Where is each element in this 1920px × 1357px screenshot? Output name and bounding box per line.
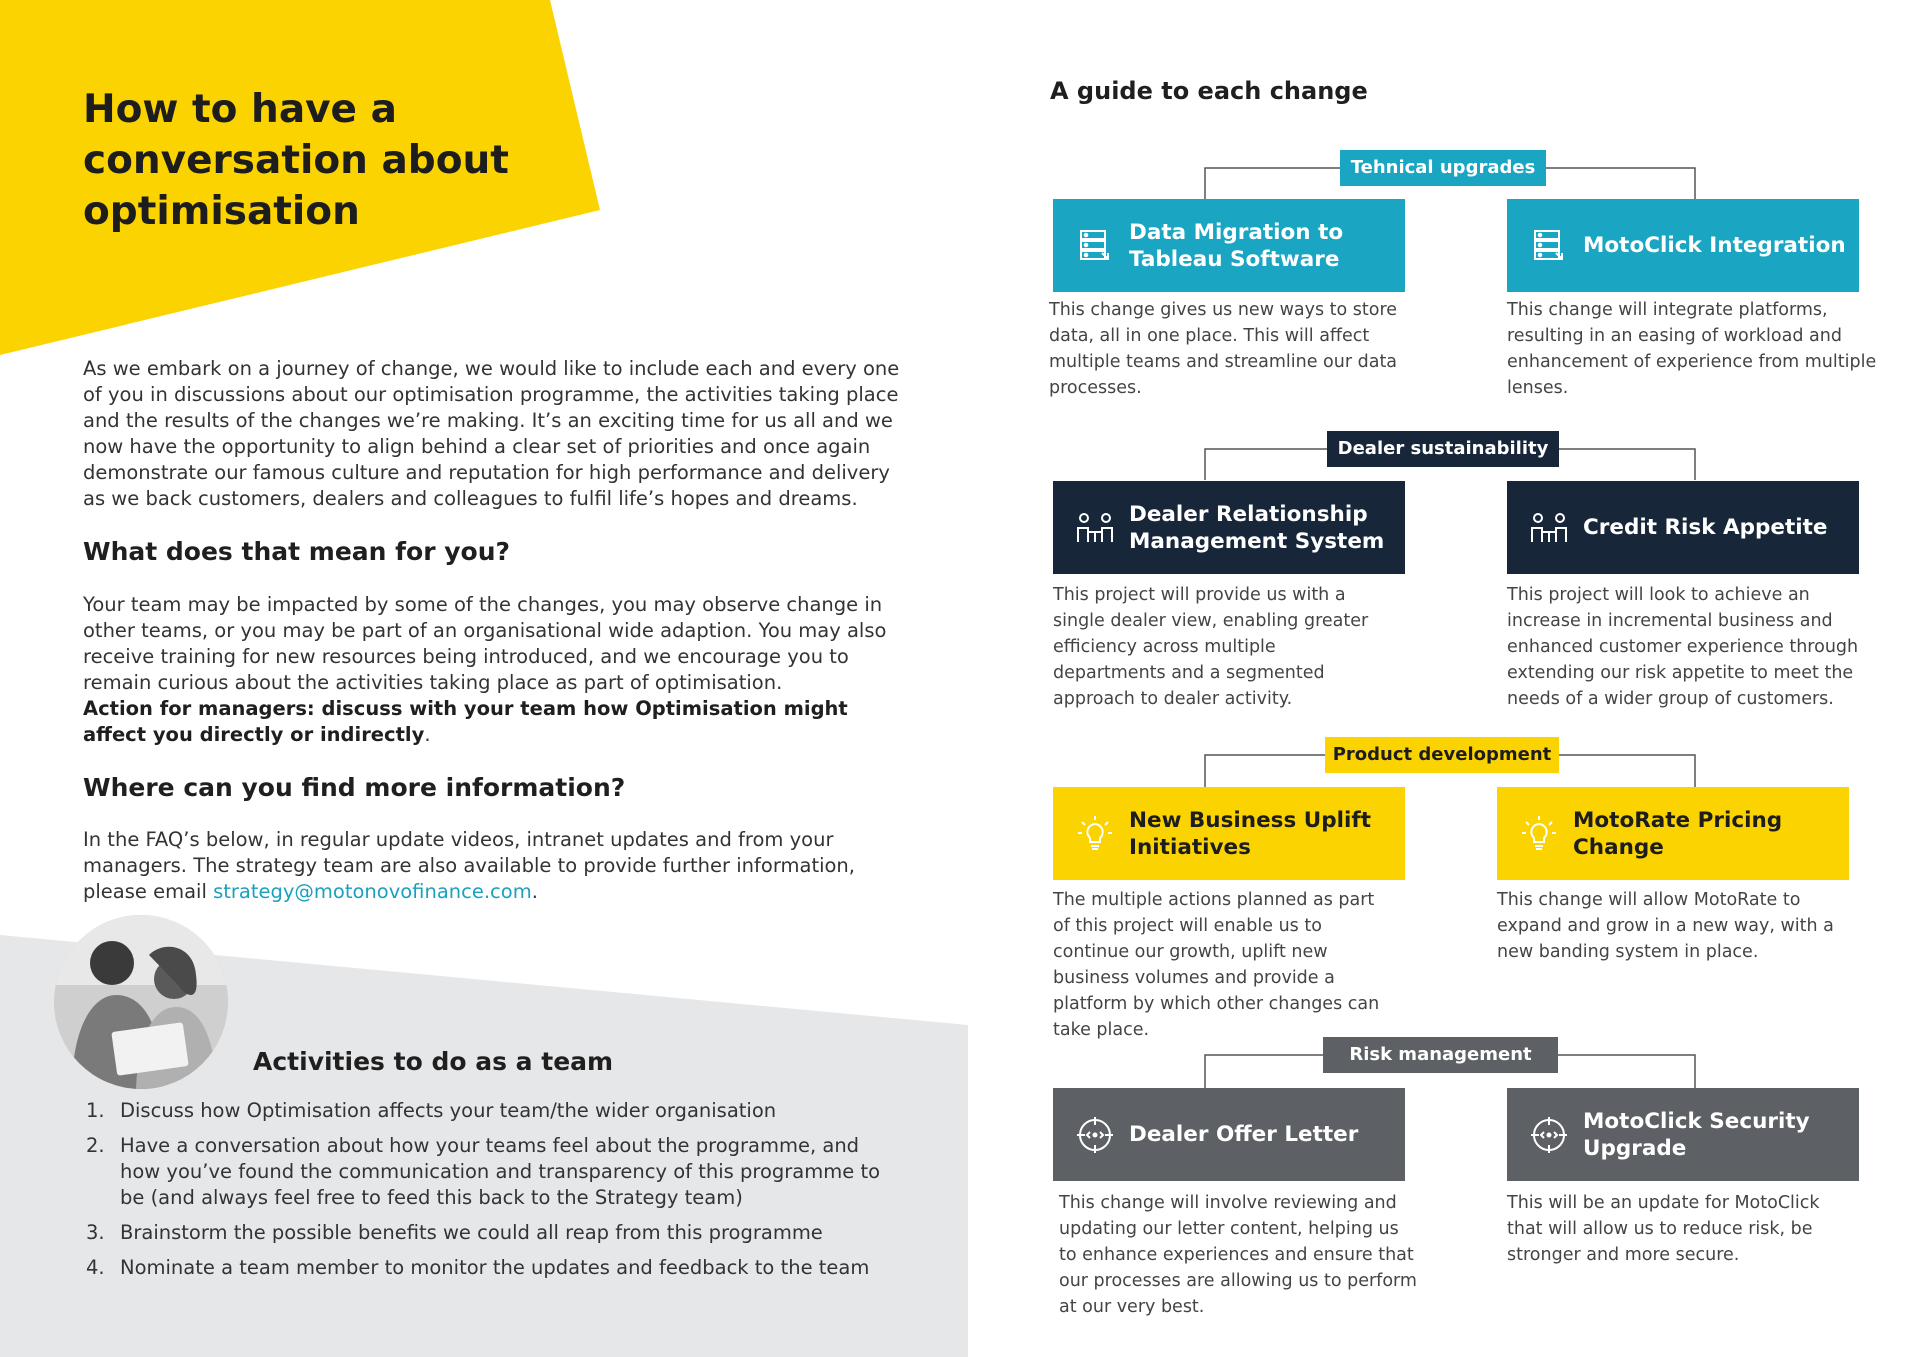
card-title: Data Migration to Tableau Software [1129,219,1344,272]
card-data-migration [1053,199,1405,292]
card-description: This change will involve reviewing and updating our letter content, helping us to enhance experiences and ensure that our processes are allowing us to perform at our very best. [1059,1193,1417,1317]
lightbulb-icon [1517,812,1561,856]
category-dealer-sustainability: Dealer sustainability [1327,431,1559,467]
activity-text: Brainstorm the possible benefits we could all reap from this programme [120,1221,823,1244]
activity-item [83,1098,903,1124]
activity-text: Discuss how Optimisation affects your team/the wider organisation [120,1099,777,1122]
activities-heading: Activities to do as a team [253,1047,614,1076]
activity-text: Have a conversation about how your teams feel about the programme, and how you’ve found the communication and transparency of this programme to be (and always feel free to feed this back to the Strategy team) [120,1134,881,1209]
activity-item [83,1220,903,1246]
lightbulb-icon [1073,812,1117,856]
card-title: New Business Uplift Initiatives [1129,807,1371,860]
activity-item [83,1255,903,1281]
card-description: This change gives us new ways to store data, all in one place. This will affect multiple teams and streamline our data processes. [1049,300,1398,398]
card-title: Dealer Relationship Management System [1129,501,1385,554]
activity-item [83,1133,903,1211]
intro-paragraph: As we embark on a journey of change, we would like to include each and every one of you in discussions about our optimisation programme, the activities taking place and the results of the changes we’re making. It’s an exciting time for us all and we now have the opportunity to align behind a clear set of priorities and once again demonstrate our famous culture and reputation for high performance and delivery as we back customers, dealers and colleagues to fulfil life’s hopes and dreams. [83,357,900,510]
server-icon [1073,224,1117,268]
meeting-icon [1073,506,1117,550]
activity-text: Nominate a team member to monitor the updates and feedback to the team [120,1256,870,1279]
card-dealer-relationship [1053,481,1405,574]
manager-action-text: Action for managers: discuss with your team how Optimisation might affect you directly or indirectly [83,697,848,746]
meaning-paragraph [83,592,913,748]
category-technical-upgrades: Tehnical upgrades [1340,150,1546,186]
server-icon [1527,224,1571,268]
guide-heading: A guide to each change [1050,77,1368,105]
target-icon [1073,1113,1117,1157]
info-paragraph [83,827,913,905]
meaning-heading: What does that mean for you? [83,537,511,566]
target-icon [1527,1113,1571,1157]
card-description: This change will allow MotoRate to expand and grow in a new way, with a new banding system in place. [1497,890,1834,962]
card-description: This project will look to achieve an increase in incremental business and enhanced customer experience through extending our risk appetite to meet the needs of a wider group of customers. [1507,585,1859,709]
card-description: This project will provide us with a single dealer view, enabling greater efficiency across multiple departments and a segmented approach to dealer activity. [1053,585,1369,709]
card-motoclick-integration [1507,199,1859,292]
info-end: . [531,880,538,903]
card-description: This will be an update for MotoClick that will allow us to reduce risk, be stronger and more secure. [1507,1193,1820,1265]
card-title: Dealer Offer Letter [1129,1122,1359,1147]
card-dealer-offer-letter [1053,1088,1405,1181]
activities-list [83,1098,903,1290]
activity-number: 4. [86,1256,105,1279]
strategy-email-link[interactable]: strategy@motonovofinance.com [213,880,532,903]
card-motoclick-security [1507,1088,1859,1181]
page-title: How to have a conversation about optimisation [83,87,509,234]
card-new-business [1053,787,1405,880]
card-title: MotoClick Security Upgrade [1583,1108,1810,1161]
card-title: MotoClick Integration [1583,233,1846,258]
category-product-development: Product development [1325,737,1559,773]
card-title: MotoRate Pricing Change [1573,807,1783,860]
card-description: The multiple actions planned as part of this project will enable us to continue our growth, uplift new business volumes and provide a platform by which other changes can take place. [1053,890,1380,1040]
activity-number: 2. [86,1134,105,1157]
card-description: This change will integrate platforms, resulting in an easing of workload and enhancement of experience from multiple lenses. [1507,300,1877,398]
card-title: Credit Risk Appetite [1583,515,1828,540]
info-text: In the FAQ’s below, in regular update videos, intranet updates and from your managers. The strategy team are also available to provide further information, please email [83,828,855,903]
team-photo [54,915,228,1089]
meaning-text: Your team may be impacted by some of the changes, you may observe change in other teams, or you may be part of an organisational wide adaption. You may also receive training for new resources being introduced, and we encourage you to remain curious about the activities taking place as part of optimisation. [83,593,887,694]
activity-number: 3. [86,1221,105,1244]
info-heading: Where can you find more information? [83,773,626,802]
activity-number: 1. [86,1099,105,1122]
meeting-icon [1527,506,1571,550]
category-risk-management: Risk management [1323,1037,1558,1073]
card-credit-risk [1507,481,1859,574]
manager-action-end: . [424,723,431,746]
card-motorate-pricing [1497,787,1849,880]
